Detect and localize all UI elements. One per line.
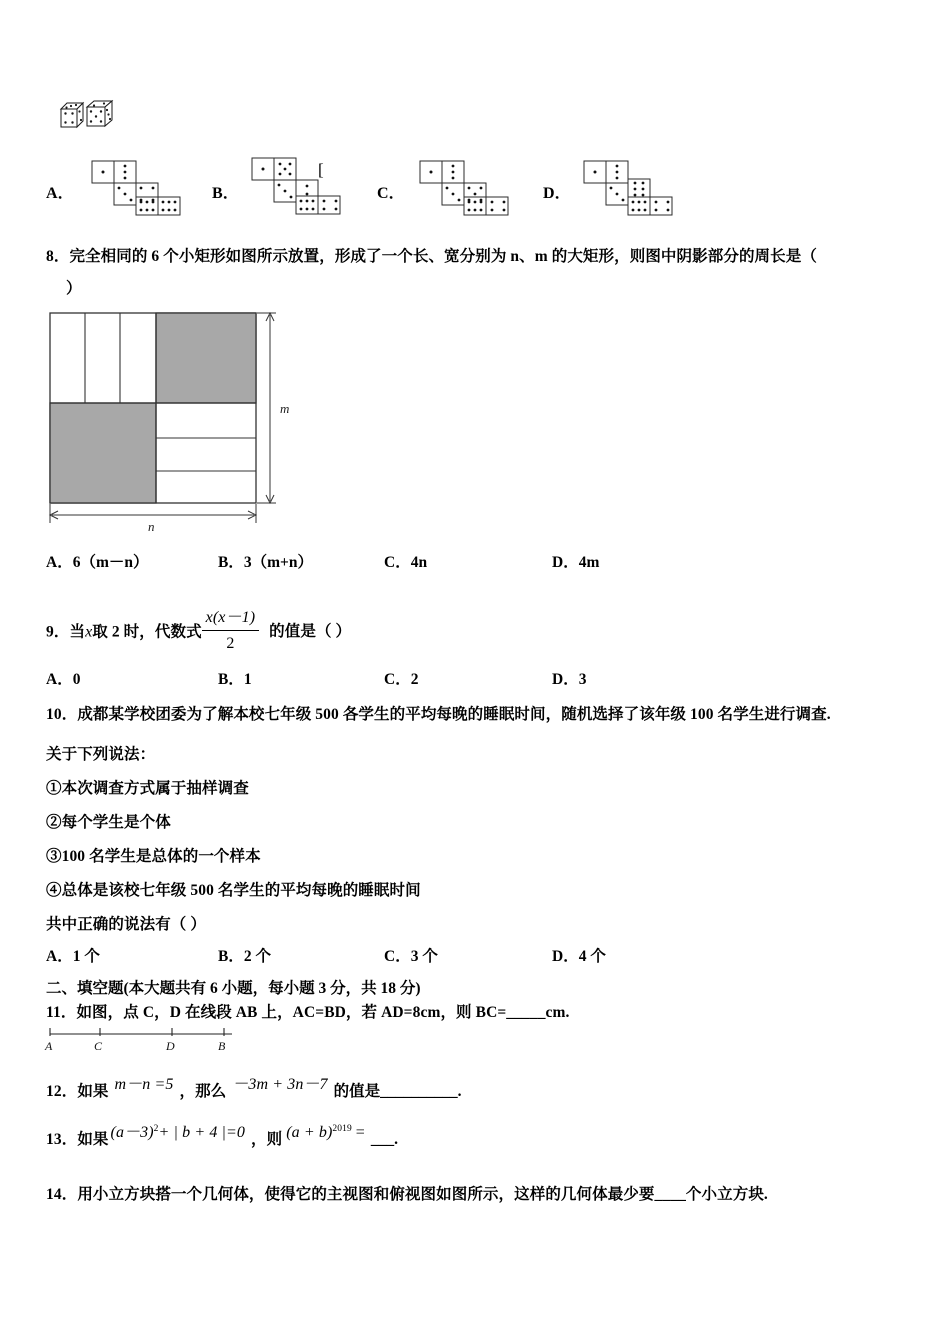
q10-statement-4: ④总体是该校七年级 500 名学生的平均每晚的睡眠时间 bbox=[46, 882, 421, 899]
q11-text: 如图，点 C，D 在线段 AB 上，AC=BD，若 AD=8cm，则 BC=_____cm. bbox=[76, 1004, 570, 1021]
q14-stem bbox=[46, 1184, 768, 1206]
dice-net-c[interactable] bbox=[416, 157, 512, 219]
q10-closing: 共中正确的说法有（ ） bbox=[46, 916, 206, 933]
q13-text-mid: ，则 bbox=[251, 1131, 283, 1148]
q12-stem bbox=[46, 1076, 462, 1103]
q10-statement-2: ②每个学生是个体 bbox=[46, 814, 171, 831]
q8-text: 完全相同的 6 个小矩形如图所示放置，形成了一个长、宽分别为 n、m 的大矩形，则图中阴影部分的周长是（ bbox=[69, 248, 817, 265]
q8-label-m: m bbox=[280, 401, 290, 416]
q13-expr2-base: (a + b) bbox=[286, 1124, 333, 1141]
q9-option-c[interactable]: C．2 bbox=[384, 671, 419, 688]
q8-stem bbox=[46, 246, 817, 268]
q12-expression-2: －3m + 3n－7 bbox=[232, 1076, 328, 1093]
q9-option-d[interactable]: D．3 bbox=[552, 671, 587, 688]
q12-text-after: 的值是__________. bbox=[333, 1083, 462, 1100]
segment-point-b: B bbox=[218, 1039, 226, 1053]
q9-text-mid: 取 2 时，代数式 bbox=[92, 623, 202, 641]
q9-option-b[interactable]: B．1 bbox=[218, 671, 252, 688]
segment-point-a: A bbox=[45, 1039, 53, 1053]
q13-stem bbox=[46, 1123, 399, 1151]
q11-number: 11． bbox=[46, 1004, 77, 1021]
q13-expr1-exponent: 2 bbox=[153, 1123, 159, 1134]
q13-expr2-exponent: 2019 bbox=[332, 1123, 352, 1134]
dice-net-a[interactable] bbox=[88, 157, 184, 219]
q7-option-a-label[interactable]: A． bbox=[46, 185, 74, 202]
q12-text-before: 如果 bbox=[77, 1083, 109, 1100]
q9-option-a[interactable]: A．0 bbox=[46, 671, 81, 688]
q12-text-mid: ，那么 bbox=[179, 1083, 227, 1100]
q13-expression-2 bbox=[282, 1124, 365, 1141]
q9-text-after: 的值是（ ） bbox=[269, 623, 352, 641]
q10-option-d[interactable]: D．4 个 bbox=[552, 948, 606, 965]
q8-option-d[interactable]: D．4m bbox=[552, 554, 600, 571]
q7-option-d-label[interactable]: D． bbox=[543, 185, 571, 202]
q8-label-n: n bbox=[148, 519, 155, 533]
q12-expression-1: m－n =5 bbox=[114, 1076, 174, 1093]
q9-stem bbox=[46, 608, 351, 657]
q8-option-c[interactable]: C．4n bbox=[384, 554, 428, 571]
q10-lead: 关于下列说法： bbox=[46, 746, 156, 763]
q10-number: 10． bbox=[46, 706, 78, 723]
q14-text: 用小立方块搭一个几何体，使得它的主视图和俯视图如图所示，这样的几何体最少要____个小立方块. bbox=[77, 1186, 768, 1203]
q13-expr1-rest: + | b + 4 |=0 bbox=[158, 1124, 246, 1141]
dice-net-b[interactable] bbox=[248, 152, 344, 214]
q10-text: 成都某学校团委为了解本校七年级 500 各学生的平均每晚的睡眠时间，随机选择了该年级 100 名学生进行调查. bbox=[77, 706, 831, 723]
segment-abcd-figure bbox=[42, 1022, 242, 1056]
q9-text-before: 当 bbox=[69, 623, 86, 641]
q10-option-b[interactable]: B．2 个 bbox=[218, 948, 271, 965]
two-dice-3d-icon bbox=[57, 95, 119, 135]
section-2-heading: 二、填空题(本大题共有 6 小题，每小题 3 分，共 18 分) bbox=[46, 980, 421, 997]
q12-number: 12． bbox=[46, 1083, 78, 1100]
q14-number: 14． bbox=[46, 1186, 78, 1203]
segment-point-d: D bbox=[166, 1039, 175, 1053]
q9-variable: x bbox=[85, 623, 93, 641]
q9-number: 9． bbox=[46, 623, 70, 641]
dice-net-d[interactable] bbox=[580, 157, 676, 219]
q8-number: 8． bbox=[46, 248, 70, 265]
q9-fraction-numerator: x(x－1) bbox=[202, 606, 259, 631]
q9-fraction-denominator: 2 bbox=[226, 635, 235, 653]
two-dice-3d-figure bbox=[57, 95, 119, 135]
q13-text-after: ___. bbox=[370, 1131, 399, 1148]
q13-number: 13． bbox=[46, 1131, 78, 1148]
q7-option-c-label[interactable]: C． bbox=[377, 185, 405, 202]
q13-text-before: 如果 bbox=[77, 1131, 109, 1148]
q9-fraction bbox=[202, 606, 259, 655]
q10-stem bbox=[46, 704, 831, 726]
q7-option-b-label[interactable]: B． bbox=[212, 185, 239, 202]
q13-expr1-base: (a－3) bbox=[110, 1124, 154, 1141]
q10-option-c[interactable]: C．3 个 bbox=[384, 948, 438, 965]
q13-expr2-rest: = bbox=[355, 1124, 365, 1141]
six-rectangles-diagram bbox=[36, 303, 316, 533]
q10-statement-1: ①本次调查方式属于抽样调查 bbox=[46, 780, 249, 797]
segment-point-c: C bbox=[94, 1039, 103, 1053]
q8-option-a[interactable]: A．6（m－n） bbox=[46, 554, 149, 571]
q10-option-a[interactable]: A．1 个 bbox=[46, 948, 100, 965]
q8-option-b[interactable]: B．3（m+n） bbox=[218, 554, 313, 571]
q13-expression-1 bbox=[109, 1124, 246, 1141]
q10-statement-3: ③100 名学生是总体的一个样本 bbox=[46, 848, 261, 865]
q8-stem-cont: ） bbox=[66, 280, 82, 297]
stray-bracket: [ bbox=[318, 160, 324, 179]
